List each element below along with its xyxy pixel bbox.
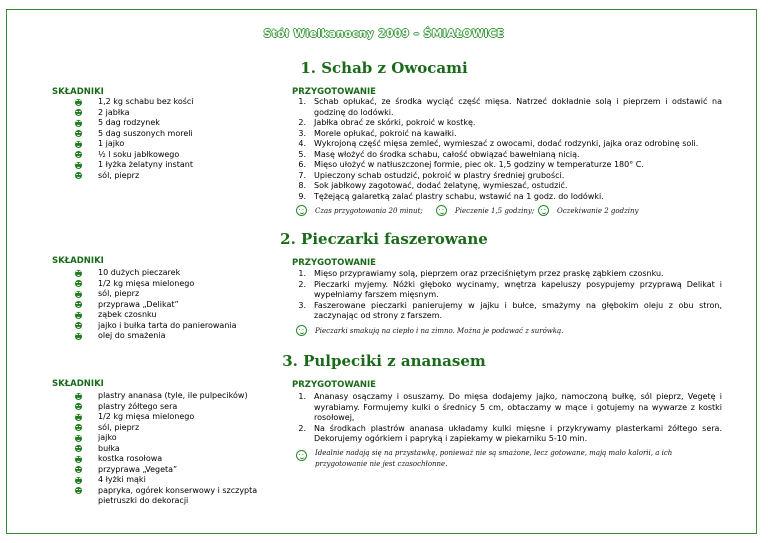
step-item: 4. Wykrojoną część mięsa zemleć, wymieszać z owocami, dodać rodzynki, jajka oraz odrobinę soli.	[298, 139, 699, 148]
smiley-bullet-icon	[75, 333, 82, 340]
steps-list	[292, 269, 722, 322]
recipe-title: 2. Pieczarki faszerowane	[280, 230, 488, 248]
list-item: papryka, ogórek konserwowy i szczypta	[75, 486, 257, 497]
step-item: 6. Mięso ułożyć w natłuszczonej formie, piec ok. 1,5 godziny w temperaturze 180° C.	[298, 160, 644, 169]
step-item: 2. Jabłka obrać ze skórki, pokroić w kostkę.	[298, 118, 476, 127]
list-item: 1/2 kg mięsa mielonego	[75, 279, 237, 290]
list-item: 1 łyżka żelatyny instant	[75, 160, 194, 171]
smiley-bullet-icon	[75, 99, 82, 106]
list-item: 4 łyżki mąki	[75, 475, 257, 486]
smiley-icon	[296, 450, 307, 461]
list-item: przyprawa „Delikat”	[75, 300, 237, 311]
list-item: plastry żółtego sera	[75, 402, 257, 413]
step-item: 8. Sok jabłkowy zagotować, dodać żelatynę, wymieszać, ostudzić.	[298, 181, 568, 190]
list-item: 2 jabłka	[75, 108, 194, 119]
smiley-bullet-icon	[75, 403, 82, 410]
smiley-bullet-icon	[75, 291, 82, 298]
smiley-bullet-icon	[75, 466, 82, 473]
list-item: jajko	[75, 433, 257, 444]
smiley-bullet-icon	[75, 414, 82, 421]
notes-row	[296, 205, 736, 219]
smiley-bullet-icon	[75, 120, 82, 127]
list-item: 5 dag rodzynek	[75, 118, 194, 129]
ingredients-list	[75, 268, 237, 342]
notes-row	[296, 448, 736, 474]
list-item: 1 jajko	[75, 139, 194, 150]
steps-header: PRZYGOTOWANIE	[292, 258, 376, 268]
list-item: sól, pieprz	[75, 423, 257, 434]
list-item: ½ l soku jabłkowego	[75, 150, 194, 161]
steps-header: PRZYGOTOWANIE	[292, 87, 376, 97]
step-item: 7. Upieczony schab ostudzić, pokroić w plastry średniej grubości.	[298, 170, 565, 180]
list-item: ząbek czosnku	[75, 310, 237, 321]
smiley-bullet-icon	[75, 109, 82, 116]
step-item: 1. Ananasy osączamy i osuszamy. Do mięsa dodajemy jajko, namoczoną bułkę, sól pieprz, Vegetę i wyrabiamy. Formujemy kulki o średnicy 5 cm, obtaczamy w mące i gotujemy na wywarze z kostki rosołowej,	[298, 392, 722, 422]
smiley-bullet-icon	[75, 280, 82, 287]
list-item: jajko i bułka tarta do panierowania	[75, 321, 237, 332]
smiley-bullet-icon	[75, 424, 82, 431]
smiley-bullet-icon	[75, 487, 82, 494]
note: Oczekiwanie 2 godziny	[538, 205, 639, 216]
step-item: 1. Schab opłukać, ze środka wyciąć część mięsa. Natrzeć dokładnie solą i pieprzem i odstawić na godzinę do lodówki.	[298, 97, 722, 117]
steps-list	[292, 392, 722, 445]
smiley-bullet-icon	[75, 270, 82, 277]
list-item: bułka	[75, 444, 257, 455]
smiley-bullet-icon	[75, 130, 82, 137]
step-item: 3. Morele opłukać, pokroić na kawałki.	[298, 128, 457, 138]
list-item: 5 dag suszonych moreli	[75, 129, 194, 140]
step-item: 1. Mięso przyprawiamy solą, pieprzem oraz przeciśniętym przez praskę ząbkiem czosnku.	[298, 269, 664, 278]
recipe-title: 1. Schab z Owocami	[300, 59, 468, 77]
list-item: 1/2 kg mięsa mielonego	[75, 412, 257, 423]
smiley-icon	[296, 205, 307, 216]
page-header-title: Stół Wielkanocny 2009 – ŚMIAŁOWICE	[263, 28, 505, 40]
smiley-bullet-icon	[75, 435, 82, 442]
list-item: sól, pieprz	[75, 171, 194, 182]
ingredients-list	[75, 391, 257, 507]
smiley-bullet-icon	[75, 393, 82, 400]
smiley-bullet-icon	[75, 141, 82, 148]
smiley-icon	[538, 205, 549, 216]
step-item: 3. Faszerowane pieczarki panierujemy w jajku i bułce, smażymy na głębokim oleju z obu stron, zaczynając od strony z farszem.	[298, 300, 722, 320]
smiley-bullet-icon	[75, 172, 82, 179]
step-item: 2. Na środkach plastrów ananasa układamy kulki mięsne i przykrywamy plasterkami żółtego sera. Dekorujemy ogórkiem i papryką i zapiekamy w piekarniku 5-10 min.	[298, 423, 722, 443]
ingredients-header: SKŁADNIKI	[52, 256, 104, 266]
smiley-bullet-icon	[75, 151, 82, 158]
smiley-icon	[436, 205, 447, 216]
note: Czas przygotowania 20 minut;	[296, 205, 423, 216]
list-item: pietruszki do dekoracji	[98, 496, 189, 505]
list-item: kostka rosołowa	[75, 454, 257, 465]
list-item: olej do smażenia	[75, 331, 237, 342]
recipe-title: 3. Pulpeciki z ananasem	[282, 352, 486, 370]
note: Idealnie nadają się na przystawkę, ponieważ nie są smażone, lecz gotowane, mają mało kalorii, a ich przygotowanie nie jest czasochłonne.	[315, 449, 673, 468]
ingredients-list	[75, 97, 194, 181]
note: Pieczarki smakują na ciepło i na zimno. Można je podawać z surówką.	[296, 325, 563, 336]
ingredients-header: SKŁADNIKI	[52, 87, 104, 97]
smiley-bullet-icon	[75, 456, 82, 463]
notes-row	[296, 325, 736, 339]
smiley-icon	[296, 325, 307, 336]
smiley-bullet-icon	[75, 162, 82, 169]
list-item: sól, pieprz	[75, 289, 237, 300]
smiley-bullet-icon	[75, 301, 82, 308]
list-item: przyprawa „Vegeta”	[75, 465, 257, 476]
note: Pieczenie 1,5 godziny;	[436, 205, 534, 216]
list-item: plastry ananasa (tyle, ile pulpecików)	[75, 391, 257, 402]
step-item: 5. Masę włożyć do środka schabu, całość obwiązać bawełnianą nicią.	[298, 149, 580, 159]
ingredients-header: SKŁADNIKI	[52, 379, 104, 389]
list-item: 1,2 kg schabu bez kości	[75, 97, 194, 108]
step-item: 9. Tężejącą galaretką zalać plastry schabu, wstawić na 1 godz. do lodówki.	[298, 191, 604, 201]
step-item: 2. Pieczarki myjemy. Nóżki głęboko wycinamy, wnętrza kapeluszy posypujemy przyprawą Delikat i wypełniamy farszem mięsnym.	[298, 279, 722, 299]
smiley-bullet-icon	[75, 312, 82, 319]
list-item: 10 dużych pieczarek	[75, 268, 237, 279]
smiley-bullet-icon	[75, 477, 82, 484]
smiley-bullet-icon	[75, 445, 82, 452]
steps-header: PRZYGOTOWANIE	[292, 380, 376, 390]
smiley-bullet-icon	[75, 322, 82, 329]
steps-list	[292, 97, 722, 202]
